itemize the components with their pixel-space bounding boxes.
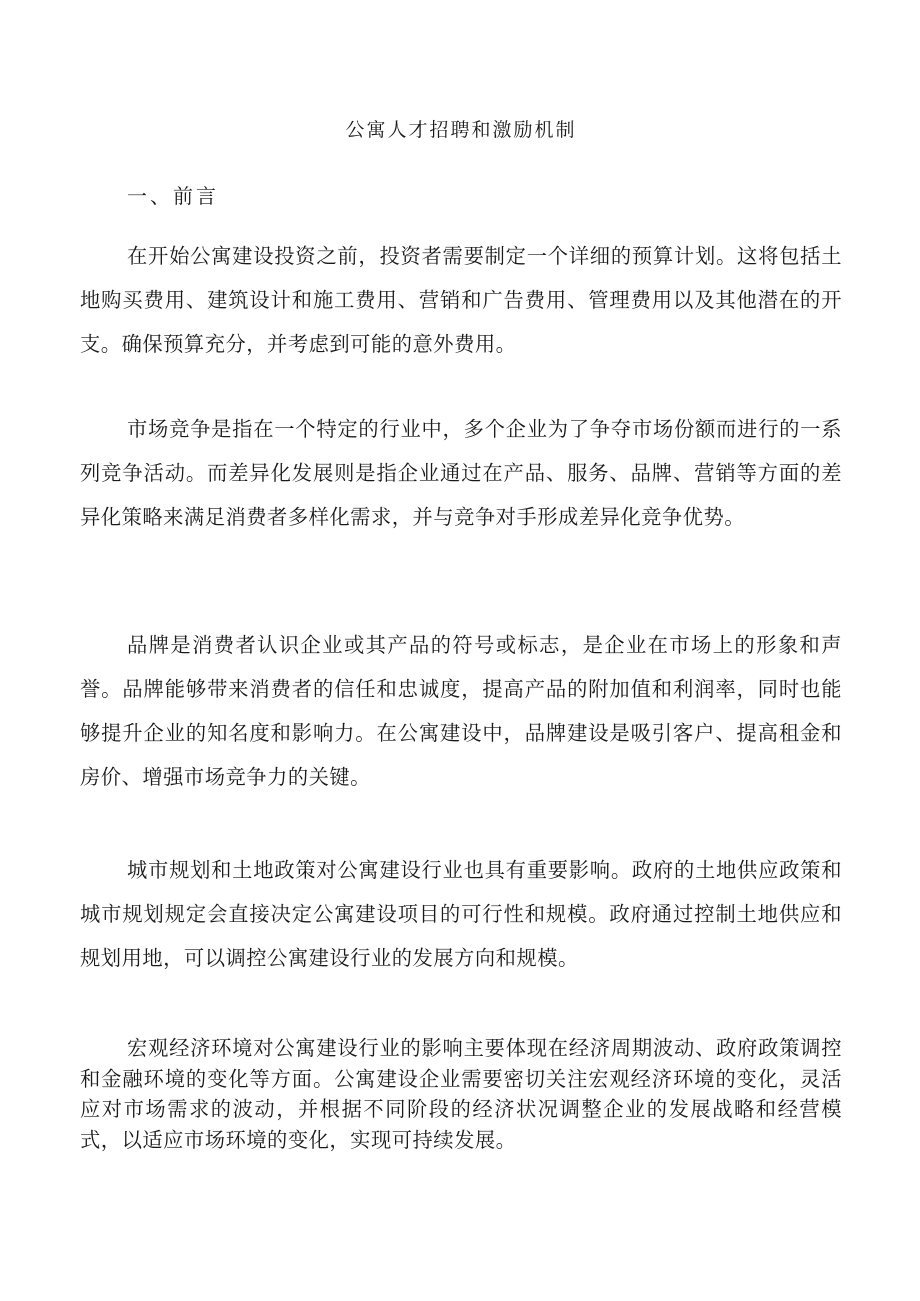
- paragraph-competition: 市场竞争是指在一个特定的行业中，多个企业为了争夺市场份额而进行的一系列竞争活动。而差异化发展则是指企业通过在产品、服务、品牌、营销等方面的差异化策略来满足消费者多样化需求，并与竞争对手形成差异化竞争优势。: [80, 417, 842, 529]
- document-page: [80, 0, 842, 1301]
- paragraph-budget: 在开始公寓建设投资之前，投资者需要制定一个详细的预算计划。这将包括土地购买费用、建筑设计和施工费用、营销和广告费用、管理费用以及其他潜在的开支。确保预算充分，并考虑到可能的意外费用。: [80, 244, 842, 356]
- paragraph-macro-economy: 宏观经济环境对公寓建设行业的影响主要体现在经济周期波动、政府政策调控和金融环境的变化等方面。公寓建设企业需要密切关注宏观经济环境的变化，灵活应对市场需求的波动，并根据不同阶段的经济状况调整企业的发展战略和经营模式，以适应市场环境的变化，实现可持续发展。: [80, 1036, 842, 1152]
- paragraph-land-policy: 城市规划和土地政策对公寓建设行业也具有重要影响。政府的土地供应政策和城市规划规定会直接决定公寓建设项目的可行性和规模。政府通过控制土地供应和规划用地，可以调控公寓建设行业的发展方向和规模。: [80, 858, 842, 970]
- paragraph-brand: 品牌是消费者认识企业或其产品的符号或标志，是企业在市场上的形象和声誉。品牌能够带来消费者的信任和忠诚度，提高产品的附加值和利润率，同时也能够提升企业的知名度和影响力。在公寓建设中，品牌建设是吸引客户、提高租金和房价、增强市场竞争力的关键。: [80, 633, 842, 789]
- section-heading: 一、前言: [127, 184, 219, 208]
- document-title: 公寓人才招聘和激励机制: [345, 119, 577, 141]
